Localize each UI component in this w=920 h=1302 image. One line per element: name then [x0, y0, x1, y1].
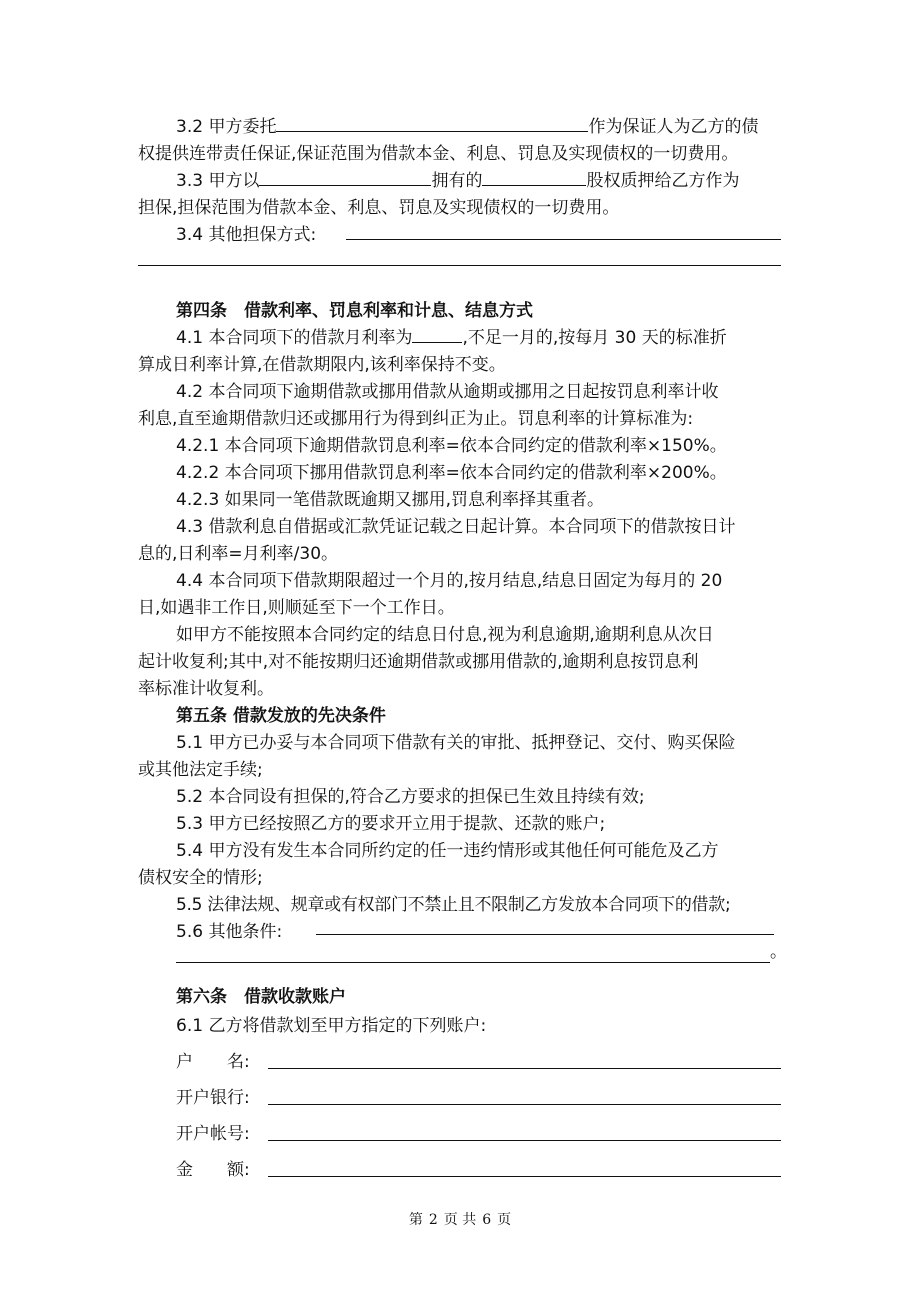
art4-p2-line-1: 4.2 本合同项下逾期借款或挪用借款从逾期或挪用之日起按罚息利率计收 [176, 382, 719, 402]
guarantor-blank [276, 115, 588, 132]
art5-p4-line-1: 5.4 甲方没有发生本合同所约定的任一违约情形或其他任何可能危及乙方 [176, 841, 719, 861]
account-name-label: 户 名: [176, 1052, 250, 1072]
art4-p8-line-1: 如甲方不能按照本合同约定的结息日付息,视为利息逾期,逾期利息从次日 [176, 625, 714, 645]
bank-name-label: 开户银行: [176, 1088, 250, 1108]
art4-p1-line-2: 算成日利率计算,在借款期限内,该利率保持不变。 [138, 355, 506, 375]
account-name-field[interactable] [268, 1068, 781, 1069]
article-4-heading: 第四条 借款利率、罚息利率和计息、结息方式 [176, 301, 533, 321]
art5-p6: 5.6 其他条件: [176, 922, 283, 942]
art5-p1-line-2: 或其他法定手续; [138, 760, 263, 780]
art5-p2: 5.2 本合同设有担保的,符合乙方要求的担保已生效且持续有效; [176, 787, 645, 807]
other-conditions-blank [316, 934, 774, 935]
bank-name-field[interactable] [268, 1104, 781, 1105]
other-guarantee-blank-2 [138, 265, 781, 266]
amount-field[interactable] [268, 1176, 781, 1177]
art6-p1: 6.1 乙方将借款划至甲方指定的下列账户: [176, 1016, 487, 1036]
art4-p6-line-1: 4.3 借款利息自借据或汇款凭证记载之日起计算。本合同项下的借款按日计 [176, 517, 736, 537]
art4-p5: 4.2.3 如果同一笔借款既逾期又挪用,罚息利率择其重者。 [176, 490, 605, 510]
art4-p4: 4.2.2 本合同项下挪用借款罚息利率=依本合同约定的借款利率×200%。 [176, 463, 727, 483]
art5-end-mark: 。 [770, 942, 787, 962]
art4-p2-line-2: 利息,直至逾期借款归还或挪用行为得到纠正为止。罚息利率的计算标准为: [138, 409, 694, 429]
page-number: 2 [428, 1212, 438, 1228]
art3-line-3: 3.3 甲方以 拥有的 股权质押给乙方作为 [176, 171, 740, 191]
art3-line-5: 3.4 其他担保方式: [176, 225, 317, 245]
art4-p3: 4.2.1 本合同项下逾期借款罚息利率=依本合同约定的借款利率×150%。 [176, 436, 727, 456]
other-conditions-blank-2 [176, 962, 770, 963]
art5-p3: 5.3 甲方已经按照乙方的要求开立用于提款、还款的账户; [176, 814, 606, 834]
art5-p5: 5.5 法律法规、规章或有权部门不禁止且不限制乙方发放本合同项下的借款; [176, 895, 731, 915]
art4-p8-line-2: 起计收复利;其中,对不能按期归还逾期借款或挪用借款的,逾期利息按罚息利 [138, 652, 699, 672]
article-6-heading: 第六条 借款收款账户 [176, 987, 346, 1007]
other-guarantee-blank [346, 239, 781, 240]
equity-blank [482, 169, 586, 186]
total-pages: 6 [482, 1212, 492, 1228]
account-number-field[interactable] [268, 1140, 781, 1141]
account-number-label: 开户帐号: [176, 1124, 250, 1144]
page-footer: 第 2 页 共 6 页 [408, 1212, 512, 1228]
amount-label: 金 额: [176, 1160, 250, 1180]
art4-p1-line-1: 4.1 本合同项下的借款月利率为 ,不足一月的,按每月 30 天的标准折 [176, 328, 727, 348]
pledgor-blank [259, 169, 431, 186]
monthly-rate-blank [412, 326, 462, 343]
art4-p6-line-2: 息的,日利率=月利率/30。 [138, 544, 339, 564]
art5-p1-line-1: 5.1 甲方已办妥与本合同项下借款有关的审批、抵押登记、交付、购买保险 [176, 733, 736, 753]
art4-p8-line-3: 率标准计收复利。 [138, 679, 274, 699]
art5-p4-line-2: 债权安全的情形; [138, 868, 263, 888]
art4-p7-line-1: 4.4 本合同项下借款期限超过一个月的,按月结息,结息日固定为每月的 20 [176, 571, 723, 591]
art4-p7-line-2: 日,如遇非工作日,则顺延至下一个工作日。 [138, 598, 455, 618]
art3-line-1: 3.2 甲方委托 作为保证人为乙方的债 [176, 117, 759, 137]
article-5-heading: 第五条 借款发放的先决条件 [176, 706, 386, 726]
art3-line-2: 权提供连带责任保证,保证范围为借款本金、利息、罚息及实现债权的一切费用。 [138, 144, 739, 164]
art3-line-4: 担保,担保范围为借款本金、利息、罚息及实现债权的一切费用。 [138, 198, 620, 218]
